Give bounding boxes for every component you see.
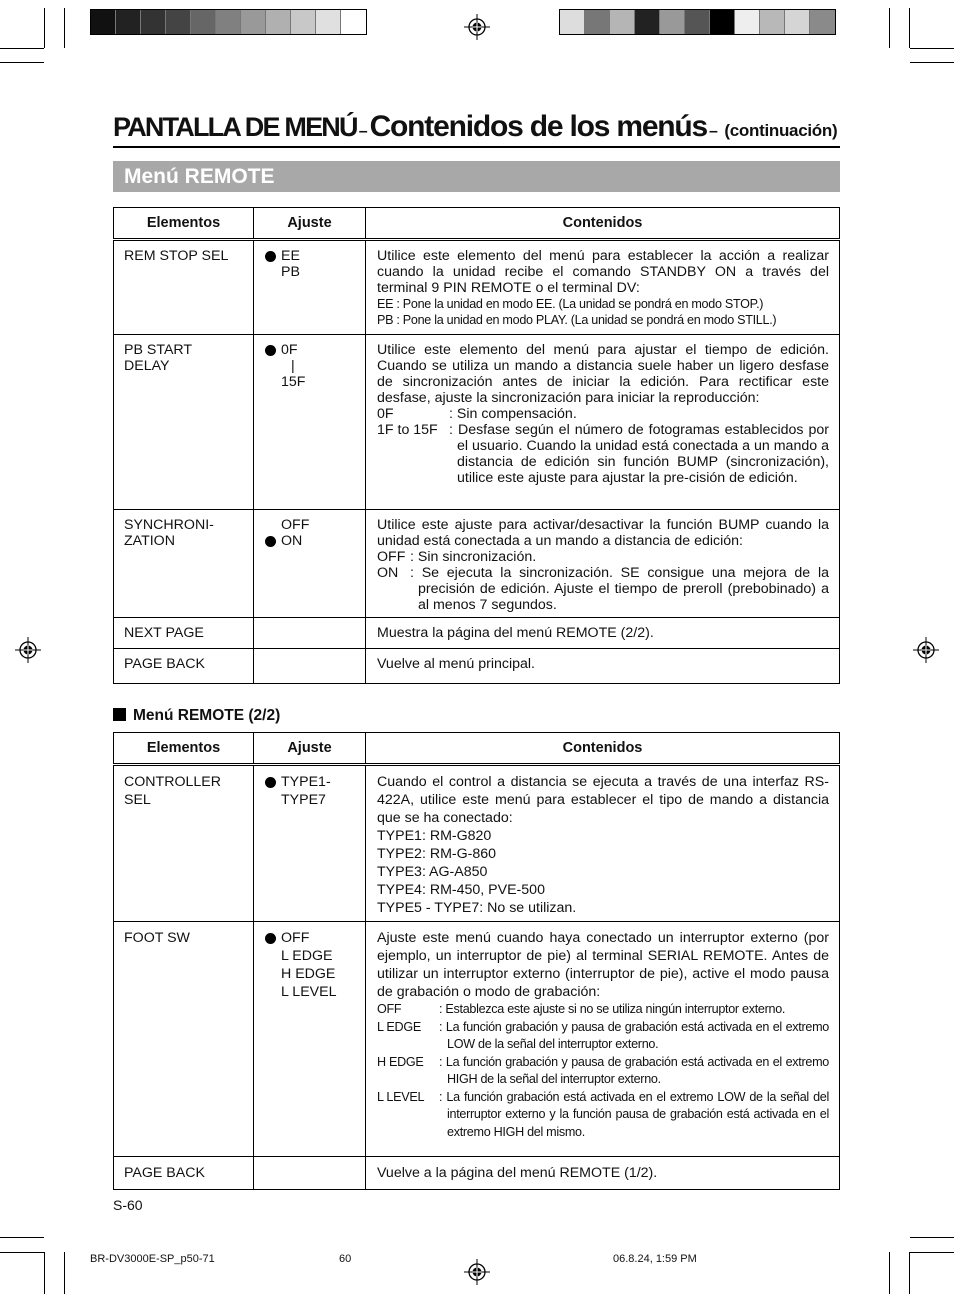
selected-dot-icon [265,777,276,788]
title-separator: – [709,123,718,140]
row-options [254,922,366,1157]
row-options [254,765,366,922]
registration-mark-icon [464,1259,490,1285]
definition: H EDGE : La función grabación y pausa de grabación está activada en el extremo HIGH de la señal del interruptor externo. [377,1054,829,1086]
title-sub: Contenidos de los menús [369,110,708,143]
crop-mark [910,1252,954,1253]
definition: 0F : Sin compensación. [377,406,577,422]
row-contents: Muestra la página del menú REMOTE (2/2). [366,618,840,649]
row-contents: Vuelve al menú principal. [366,649,840,684]
crop-mark [889,8,890,48]
table-row [114,1157,840,1190]
definition: L LEVEL : La función grabación está activada en el extremo LOW de la señal del interruptor externo y la función pausa de grabación está activada en el extremo HIGH del mismo. [377,1089,829,1139]
table-header-row [114,733,840,765]
crop-mark [910,62,954,63]
contents-text: Utilice este elemento del menú para ajustar el tiempo de edición. Cuando se utiliza un mando a distancia suele haber un ligero desfase de sincronización antes de iniciar la edición. Para rectificar este desfase, ajuste la sincronización para iniciar la reproducción: [377,342,829,406]
definition: 1F to 15F : Desfase según el número de fotogramas establecidos por el usuario. Cuando la unidad está conectada a un mando a distancia de edición sin función BUMP (sincronización), utilice este ajuste para ajustar la pre-cisión de edición. [377,422,829,486]
row-contents [366,922,840,1157]
section-title: Menú REMOTE [113,161,840,192]
registration-mark-icon [913,637,939,663]
crop-mark [909,8,910,48]
table-row [114,510,840,618]
crop-mark [910,48,954,49]
row-element: PAGE BACK [114,649,254,684]
title-continued: (continuación) [724,121,838,140]
row-element: REM STOP SEL [114,240,254,335]
row-options [254,510,366,618]
header-elements: Elementos [114,733,254,765]
table-row [114,240,840,335]
option-item: PB [281,264,300,280]
page-number: S-60 [113,1197,143,1213]
crop-mark [0,62,44,63]
table-row [114,335,840,510]
crop-mark [0,1252,44,1253]
definition: L EDGE : La función grabación y pausa de grabación está activada en el extremo LOW de la señal del interruptor externo. [377,1019,829,1051]
type-line: TYPE5 - TYPE7: No se utilizan. [377,900,577,916]
remote-menu-table-2 [113,732,840,1190]
type-line: TYPE4: RM-450, PVE-500 [377,882,545,898]
remote-menu-table-1 [113,207,840,684]
table-row [114,649,840,684]
row-element: FOOT SW [114,922,254,1157]
row-options [254,335,366,510]
gray-scale-bar-left [90,9,367,35]
note: EE : Pone la unidad en modo EE. (La unidad se pondrá en modo STOP.) [377,297,764,311]
option-item: OFF [281,517,310,533]
option-item: TYPE7 [281,792,326,808]
row-contents: Vuelve a la página del menú REMOTE (1/2). [366,1157,840,1190]
definition: OFF : Sin sincronización. [377,549,537,565]
row-options [254,618,366,649]
crop-mark [64,1252,65,1294]
row-element: CONTROLLER SEL [114,765,254,922]
option-item: 15F [281,374,306,390]
table-row [114,618,840,649]
option-item: H EDGE [281,966,336,982]
type-line: TYPE3: AG-A850 [377,864,488,880]
footer-file: BR-DV3000E-SP_p50-71 [90,1253,215,1265]
option-item: 0F [265,342,365,358]
header-setting: Ajuste [254,733,366,765]
table-row [114,765,840,922]
table-header-row [114,208,840,240]
crop-mark [64,8,65,48]
header-setting: Ajuste [254,208,366,240]
contents-text: Utilice este ajuste para activar/desactivar la función BUMP cuando la unidad está conectada a un mando a distancia de edición: [377,517,829,549]
row-element: PAGE BACK [114,1157,254,1190]
option-item: EE [265,248,365,264]
page-title [113,110,840,148]
type-line: TYPE1: RM-G820 [377,828,492,844]
crop-mark [889,1252,890,1294]
footer-date: 06.8.24, 1:59 PM [613,1253,697,1265]
title-main: PANTALLA DE MENÚ [113,112,357,142]
option-item: ON [265,533,365,549]
row-options [254,240,366,335]
row-element: NEXT PAGE [114,618,254,649]
header-contents: Contenidos [366,733,840,765]
table-row [114,922,840,1157]
note: PB : Pone la unidad en modo PLAY. (La unidad se pondrá en modo STILL.) [377,313,777,327]
crop-mark [44,8,45,48]
crop-mark [44,1252,45,1294]
crop-mark [0,48,44,49]
header-contents: Contenidos [366,208,840,240]
row-contents [366,240,840,335]
type-line: TYPE2: RM-G-860 [377,846,497,862]
selected-dot-icon [265,251,276,262]
option-item: L EDGE [281,948,333,964]
selected-dot-icon [265,933,276,944]
crop-mark [909,1252,910,1294]
square-bullet-icon [113,708,126,721]
row-element: PB START DELAY [114,335,254,510]
footer-page: 60 [339,1253,352,1265]
crop-mark [910,1237,954,1238]
definition: OFF : Establezca este ajuste si no se utiliza ningún interruptor externo. [377,1002,786,1016]
row-options [254,649,366,684]
row-contents [366,335,840,510]
contents-text: Utilice este elemento del menú para establecer la acción a realizar cuando la unidad recibe el comando STANDBY ON a través del terminal 9 PIN REMOTE o el terminal DV: [377,248,829,296]
gray-scale-bar-right [559,9,836,35]
option-item: L LEVEL [281,984,337,1000]
option-range-bar: | [291,358,295,374]
selected-dot-icon [265,345,276,356]
title-separator: – [358,123,368,140]
contents-text: Ajuste este menú cuando haya conectado un interruptor externo (por ejemplo, un interruptor de pie) al terminal SERIAL REMOTE. Antes de utilizar un interruptor externo (interruptor de pie), active el modo pausa de grabación o modo de grabación: [377,930,829,1000]
row-contents [366,510,840,618]
crop-mark [0,1237,44,1238]
contents-text: Cuando el control a distancia se ejecuta a través de una interfaz RS-422A, utilice este menú para establecer el tipo de mando a distancia que se ha conectado: [377,774,829,826]
header-elements: Elementos [114,208,254,240]
definition: ON : Se ejecuta la sincronización. SE consigue una mejora de la precisión de edición. Ajuste el tiempo de preroll (prebobinado) a al menos 7 segundos. [377,565,829,613]
row-contents [366,765,840,922]
registration-mark-icon [15,637,41,663]
row-options [254,1157,366,1190]
registration-mark-icon [464,14,490,40]
subsection-title: Menú REMOTE (2/2) [113,707,280,725]
row-element: SYNCHRONI-ZATION [114,510,254,618]
option-item: OFF [265,929,365,947]
selected-dot-icon [265,536,276,547]
option-item: TYPE1- [265,773,365,791]
